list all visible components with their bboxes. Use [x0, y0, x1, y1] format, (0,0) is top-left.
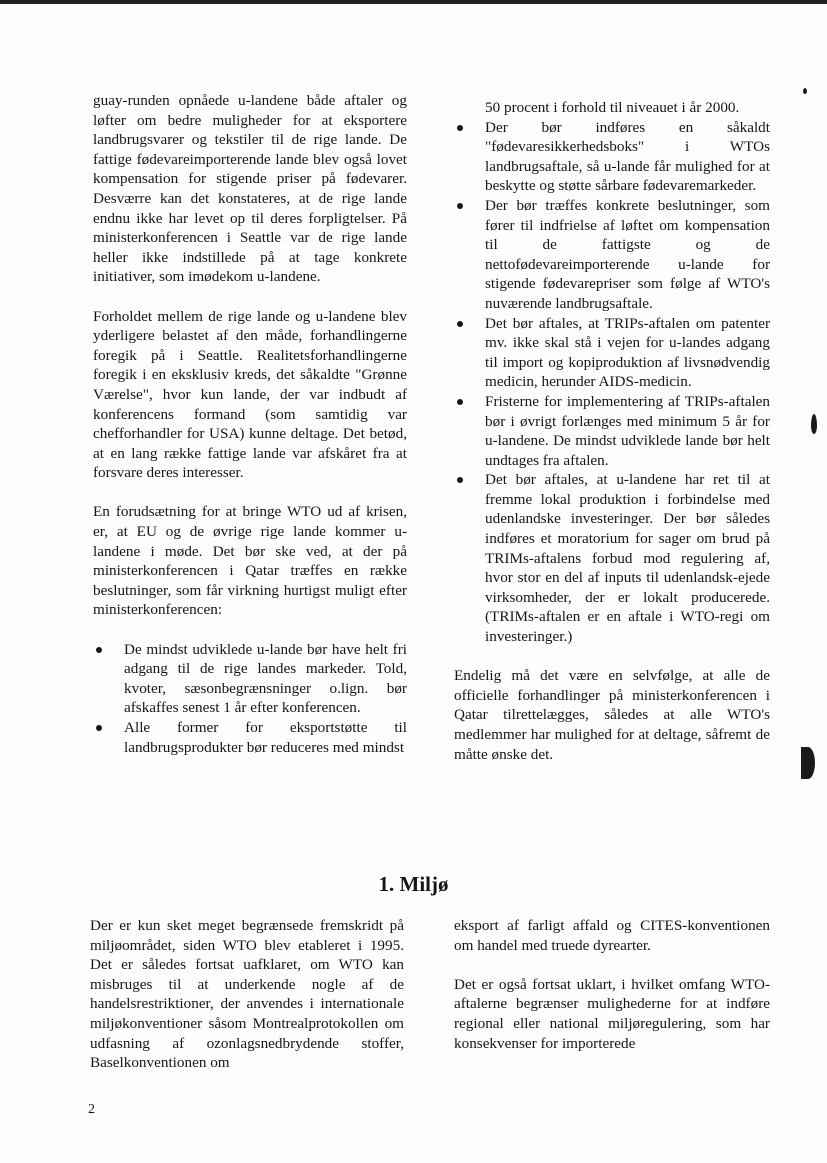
paragraph: Det er også fortsat uklart, i hvilket omfang WTO-aftalerne begrænser mulighederne for at indføre regional eller national miljøregulering, som har konsekvenser for importerede: [454, 975, 770, 1052]
paragraph: eksport af farligt affald og CITES-konventionen om handel med truede dyrearter.: [454, 917, 770, 954]
list-item: Alle former for eksportstøtte til landbrugsprodukter bør reduceres med mindst: [93, 718, 407, 757]
bullet-list: [93, 640, 407, 758]
binder-hole-mark: [801, 747, 815, 779]
paragraph: Der er kun sket meget begrænsede fremskridt på miljøområdet, siden WTO blev etableret i 1995. Det er således fortsat uafklaret, om WTO kan misbruges til at underkende nogle af de handelsrestriktioner, der anvendes i internationale miljøkonventioner såsom Montrealprotokollen om udfasning af ozonlagsnedbrydende stoffer, Baselkonventionen om: [90, 917, 404, 1072]
list-item: Det bør aftales, at u-landene har ret til at fremme lokal produktion i forbindelse med udenlandske investeringer. Der bør således indføres et moratorium for sager om brud på TRIMs-aftalens forbud mod regulering af, hvor stor en del af inputs til udenlandsk-ejede virksomheder, der er lokalt producerede. (TRIMs-aftalen er en aftale i WTO-regi om investeringer.): [454, 470, 770, 646]
closing-paragraph: Endelig må det være en selvfølge, at alle de officielle forhandlinger på ministerkonferencen i Qatar tilrettelægges, således at alle WTO's medlemmer har mulighed for at deltage, såfremt de måtte ønske det.: [454, 667, 770, 763]
scan-speck: [803, 88, 807, 94]
page-number: 2: [88, 1102, 95, 1117]
list-item: Det bør aftales, at TRIPs-aftalen om patenter mv. ikke skal stå i vejen for u-landes adgang til import og kopiproduktion af livsnødvendig medicin, herunder AIDS-medicin.: [454, 314, 770, 392]
list-item: Fristerne for implementering af TRIPs-aftalen bør i øvrigt forlænges med minimum 5 år for u-landene. De mindst udviklede lande bør helt undtages fra aftalen.: [454, 392, 770, 470]
list-item: Der bør træffes konkrete beslutninger, som fører til indfrielse af løftet om kompensation til de fattigste og de nettofødevareimporterende u-lande for stigende fødevarepriser som følge af WTO's nuværende landbrugsaftale.: [454, 196, 770, 314]
binder-hole-mark: [811, 414, 817, 434]
list-item: Der bør indføres en såkaldt "fødevaresikkerhedsboks" i WTOs landbrugsaftale, så u-lande får mulighed for at beskytte og støtte sårbare fødevaremarkeder.: [454, 118, 770, 196]
continuation-text: 50 procent i forhold til niveauet i år 2000.: [485, 99, 740, 116]
paragraph: Forholdet mellem de rige lande og u-landene blev yderligere belastet af den måde, forhandlingerne foregik på i Seattle. Realitetsforhandlingerne foregik i en eksklusiv kreds, det såkaldte "Grønne Værelse", hvor kun lande, der var indbudt af konferencens formand (som samtidig var chefforhandler for USA) kunne deltage. Det betød, at en lang række fattige lande var afskåret fra at forsvare deres interesser.: [93, 307, 407, 482]
lower-left-column: [90, 916, 404, 1073]
section-heading: 1. Miljø: [378, 872, 449, 896]
list-item: De mindst udviklede u-lande bør have helt fri adgang til de rige landes markeder. Told, kvoter, sæsonbegrænsninger o.lign. bør afskaffes senest 1 år efter konferencen.: [93, 640, 407, 718]
upper-right-column: [454, 98, 770, 764]
lower-right-column: [454, 916, 770, 1053]
top-border: [0, 0, 827, 4]
upper-left-column: [93, 91, 407, 757]
paragraph: guay-runden opnåede u-landene både aftaler og løfter om bedre muligheder for at eksportere landbrugsvarer og tekstiler til de rige lande. De fattige fødevareimporterende lande blev også lovet kompensation for stigende priser på fødevarer. Desværre kan det konstateres, at de rige lande endnu ikke har levet op til deres forpligtelser. På ministerkonferencen i Seattle var de rige lande heller ikke indstillede på at tage konkrete initiativer, som imødekom u-landene.: [93, 92, 407, 286]
paragraph: En forudsætning for at bringe WTO ud af krisen, er, at EU og de øvrige rige lande kommer u-landene i møde. Det bør ske ved, at der på ministerkonferencen i Qatar træffes en række beslutninger, som får virkning hurtigst muligt efter ministerkonferencen:: [93, 503, 407, 619]
bullet-list: [454, 118, 770, 647]
